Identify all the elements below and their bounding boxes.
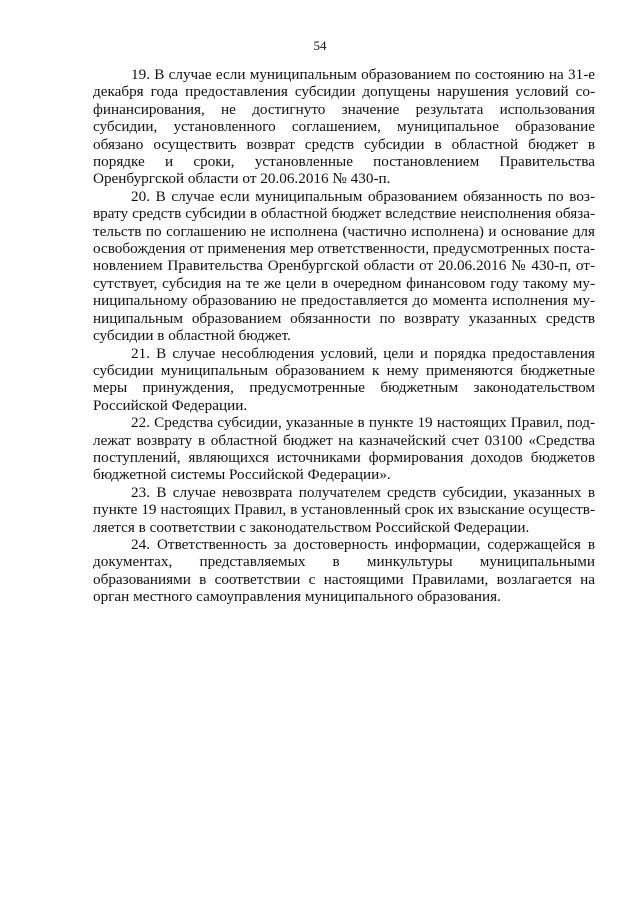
paragraph-22: 22. Средства субсидии, указанные в пункте 19 настоящих Правил, подлежат возврату в областной бюджет на казначейский счет 03100 «Средства поступлений, являющихся источниками формирования доходов бюджетов бюджетной системы Российской Федерации».: [93, 414, 595, 484]
paragraph-19: 19. В случае если муниципальным образованием по состоянию на 31-е декабря года предоставления субсидии допущены нарушения условий софинансирования, не достигнуто значение результата использования субсидии, установленного соглашением, муниципальное образование обязано осуществить возврат средств субсидии в областной бюджет в порядке и сроки, установленные постановлением Правительства Оренбургской области от 20.06.2016 № 430-п.: [93, 66, 595, 188]
paragraph-24: 24. Ответственность за достоверность информации, содержащейся в документах, представляемых в минкультуры муниципальными образованиями в соответствии с настоящими Правилами, возлагается на орган местного самоуправления муниципального образования.: [93, 535, 595, 606]
page-number: 54: [313, 38, 327, 53]
document-body: [93, 66, 595, 606]
paragraph-21: 21. В случае несоблюдения условий, цели и порядка предоставления субсидии муниципальным образованием к нему применяются бюджетные меры принуждения, предусмотренные бюджетным законодательством Российской Федерации.: [93, 344, 595, 414]
paragraph-23: 23. В случае невозврата получателем средств субсидии, указанных в пункте 19 настоящих Правил, в установленный срок их взыскание осуществляется в соответствии с законодательством Российской Федерации.: [93, 483, 595, 536]
paragraph-20: 20. В случае если муниципальным образованием обязанность по возврату средств субсидии в областной бюджет вследствие неисполнения обязательств по соглашению не исполнена (частично исполнена) и основание для освобождения от применения мер ответственности, предусмотренных постановлением Правительства Оренбургской области от 20.06.2016 № 430-п, отсутствует, субсидия на те же цели в очередном финансовом году такому муниципальному образованию не предоставляется до момента исполнения муниципальным образованием обязанности по возврату указанных средств субсидии в областной бюджет.: [93, 187, 595, 345]
